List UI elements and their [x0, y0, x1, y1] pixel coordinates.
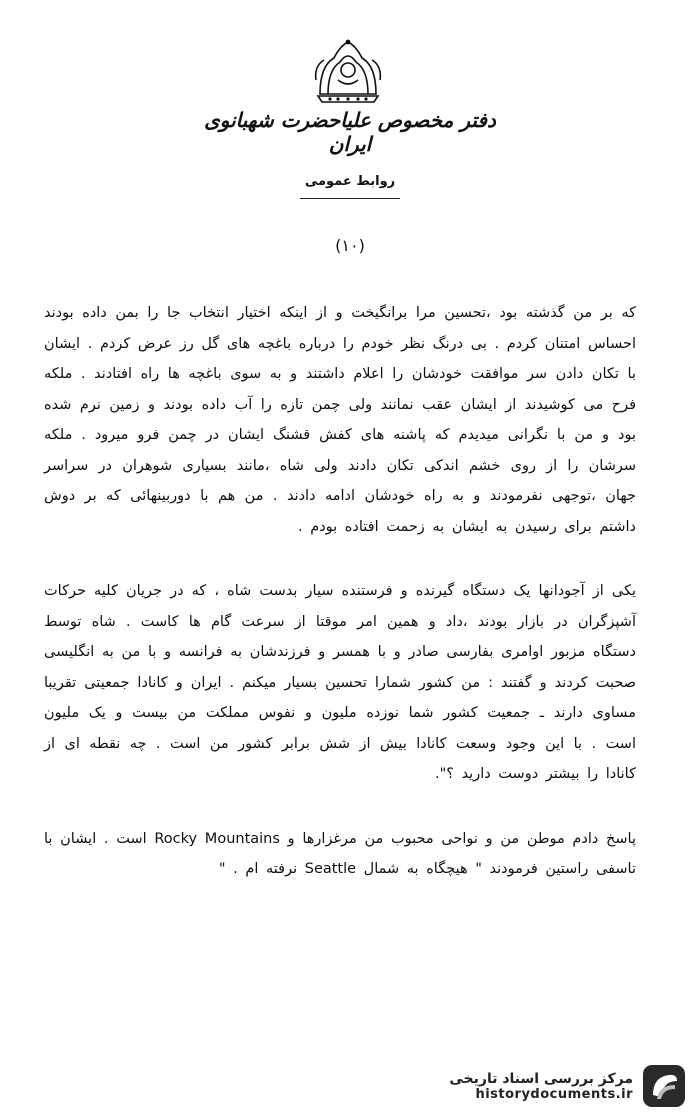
letter-body: [44, 298, 636, 919]
page-number: (۱۰): [335, 236, 365, 255]
archive-watermark: [387, 1058, 687, 1114]
header-divider: [300, 198, 400, 199]
department-label: روابط عمومی: [304, 174, 396, 189]
paragraph-1: که بر من گذشته بود ،تحسین مرا برانگیخت و از اینکه اختیار انتخاب جا را بمن داده بودند احساس امتنان کردم . بی درنگ نظر خودم را درباره باغچه های گل رز عرض کردم . ایشان با تکان دادن سر موافقت خودشان را اعلام داشتند و به سوی باغچه ها راه افتادند . ملکه فرح می کوشیدند از ایشان عقب نمانند ولی چمن تازه را آب داده بودند و زمین نرم شده بود و من با نگرانی میدیدم که پاشنه های کفش قشنگ ایشان در چمن فرو میرود . ملکه سرشان را از روی خشم اندکی تکان دادند ولی شاه ،مانند بسیاری شوهران در سراسر جهان ،توجهی نفرمودند و به راه خودشان ادامه دادند . من هم با دوربینهائی که بر دوش داشتم برای رسیدن به ایشان به زحمت افتاده بودم .: [44, 305, 636, 535]
archive-name: مرکز بررسی اسناد تاریخی: [449, 1070, 633, 1087]
crown-emblem-icon: [300, 36, 396, 106]
archive-book-icon: [641, 1063, 687, 1109]
paragraph-3: پاسخ دادم موطن من و نواحی محبوب من مرغزارها و Rocky Mountains است . ایشان با تاسفی راستین فرمودند " هیچگاه به شمال Seattle نرفته ام . ": [44, 830, 636, 877]
office-title: دفتر مخصوص علیاحضرت شهبانوی ایران: [204, 108, 496, 156]
paragraph-2: یکی از آجودانها یک دستگاه گیرنده و فرستنده سیار بدست شاه ، که در جریان کلیه حرکات آشپزگران در بازار بودند ،داد و همین امر موقتا از سرعت گام ها کاست . شاه توسط دستگاه مزبور اوامری بفارسی صادر و با همسر و فرزندشان به فرانسه و با من به انگلیسی صحبت کردند و گفتند : من کشور شمارا تحسین بسیار میکنم . ایران و کانادا جمعیتی تقریبا مساوی دارند ـ جمعیت کشور شما نوزده ملیون و نفوس مملکت من بیست و یک ملیون است . با این وجود وسعت کانادا بیش از شش برابر کشور من است . چه نقطه ای از کانادا را بیشتر دوست دارید ؟".: [44, 583, 636, 782]
archive-url: historydocuments.ir: [475, 1086, 633, 1102]
